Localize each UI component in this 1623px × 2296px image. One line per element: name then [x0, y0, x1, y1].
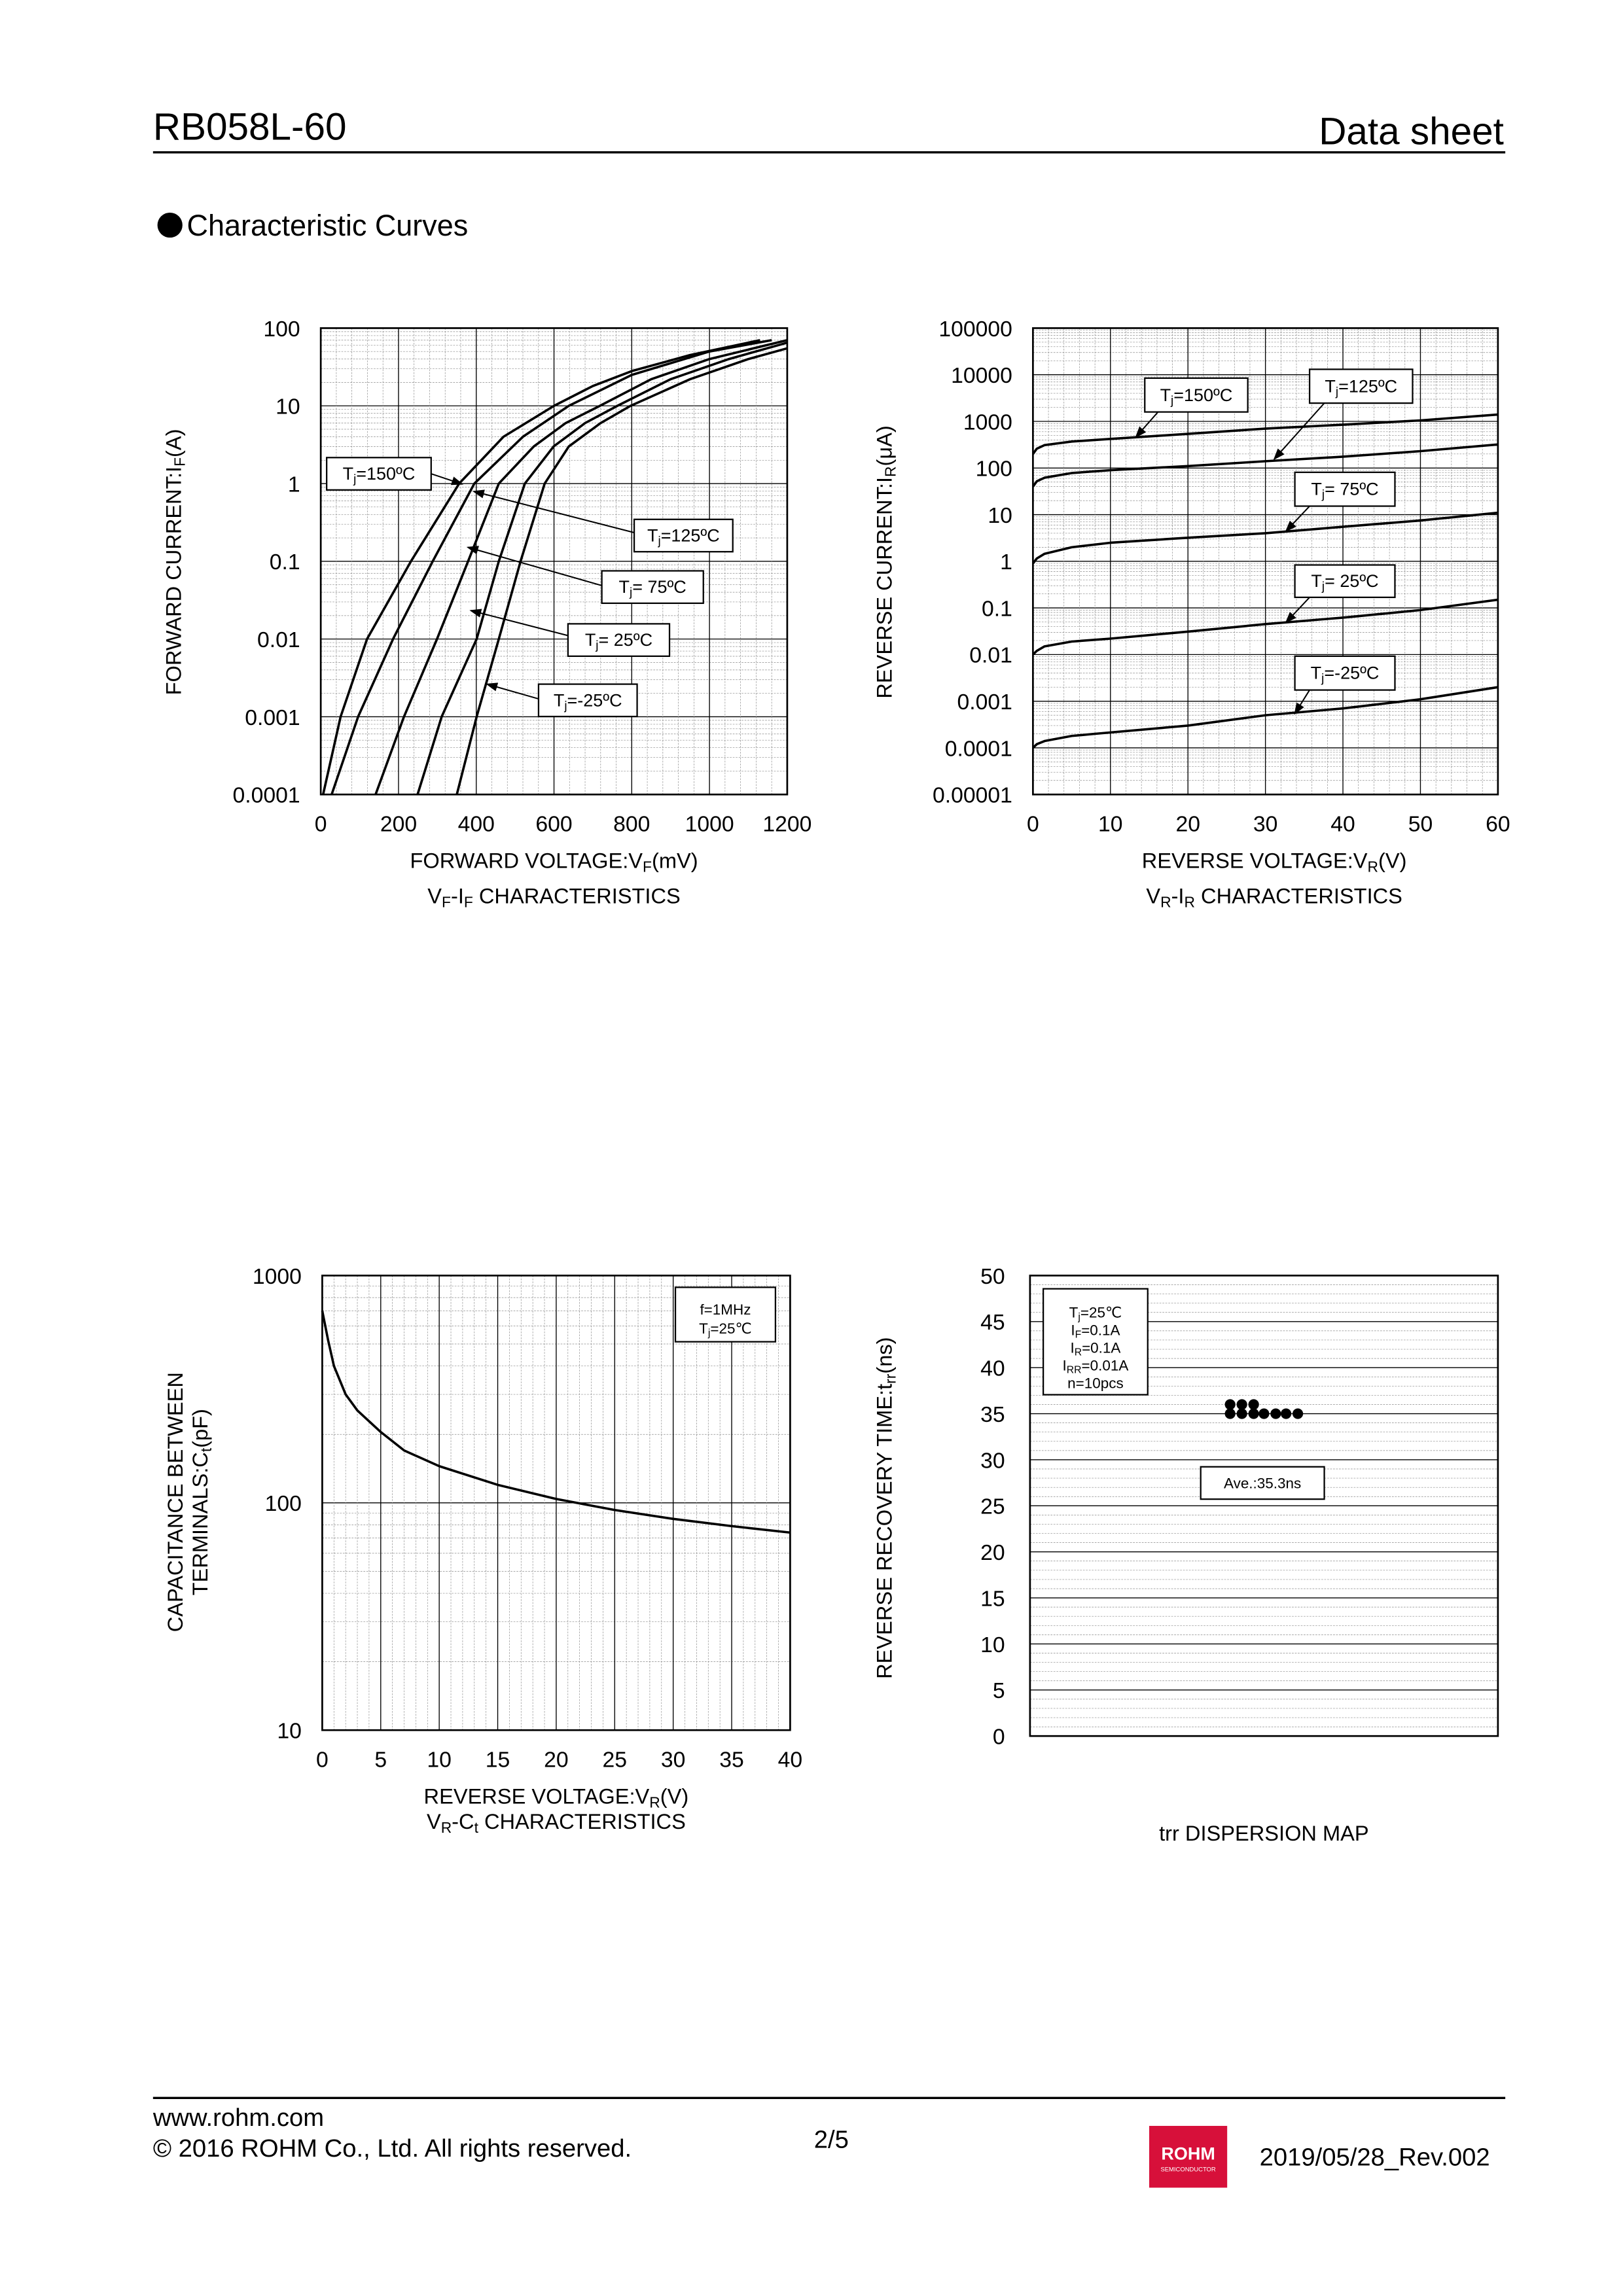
text-segment: =150ºC [356, 464, 416, 484]
text-segment: CHARACTERISTICS [1194, 883, 1402, 908]
y-tick-label: 0.001 [957, 690, 1012, 715]
y-axis-label [872, 1337, 899, 1679]
x-tick-label: 30 [1253, 811, 1278, 837]
subscript: RR [1066, 1364, 1082, 1376]
subscript: rr [882, 1373, 899, 1384]
data-point [1237, 1408, 1247, 1419]
subscript: t [474, 1818, 478, 1836]
text-segment: -C [452, 1809, 474, 1833]
text-segment: =0.1A [1082, 1339, 1121, 1356]
subscript: j [353, 472, 357, 486]
text-segment: (mV) [651, 848, 698, 873]
y-tick-label: 45 [980, 1310, 1005, 1335]
y-tick-label: 35 [980, 1402, 1005, 1427]
text-segment: (ns) [872, 1337, 897, 1374]
text-segment: =0.01A [1081, 1357, 1129, 1374]
x-tick-label: 5 [374, 1747, 387, 1773]
part-number: RB058L-60 [152, 105, 347, 149]
x-tick-label: 20 [1175, 811, 1200, 837]
data-point [1249, 1408, 1259, 1419]
x-tick-label: 30 [660, 1747, 686, 1773]
y-tick-label: 50 [980, 1263, 1005, 1289]
text-segment: V [1146, 883, 1161, 908]
x-tick-label: 400 [457, 811, 495, 837]
website-link[interactable]: www.rohm.com [152, 2104, 325, 2132]
text-segment: =150ºC [1173, 385, 1233, 405]
condition-text [1069, 1305, 1122, 1323]
text-segment: T [699, 1320, 708, 1337]
data-point [1270, 1408, 1281, 1419]
subscript: j [1171, 393, 1174, 408]
y-tick-label: 20 [980, 1540, 1005, 1566]
series-label [619, 577, 687, 599]
text-segment: T [618, 577, 630, 597]
x-tick-label: 40 [777, 1747, 803, 1773]
y-tick-label: 25 [980, 1494, 1005, 1519]
y-tick-label: 0.1 [269, 550, 300, 575]
text-segment: -I [1171, 883, 1185, 908]
y-tick-label: 40 [980, 1356, 1005, 1381]
text-segment: T [1311, 571, 1322, 592]
data-point [1237, 1399, 1247, 1409]
series-label [554, 690, 622, 713]
text-segment: CAPACITANCE BETWEEN [162, 1372, 187, 1633]
text-segment: =125ºC [660, 525, 720, 546]
doc-type: Data sheet [1319, 110, 1504, 153]
y-tick-label: 10 [980, 1632, 1005, 1657]
subscript: j [1335, 385, 1339, 399]
text-segment: FORWARD CURRENT:I [161, 466, 186, 696]
y-tick-label: 10000 [951, 363, 1012, 389]
y-tick-label: 100 [975, 456, 1012, 482]
text-segment: T [1069, 1304, 1079, 1321]
x-tick-label: 0 [1027, 811, 1039, 837]
x-tick-label: 50 [1408, 811, 1433, 837]
text-segment: f=1MHz [700, 1301, 751, 1318]
y-tick-label: 0.01 [257, 627, 300, 652]
subscript: j [1321, 487, 1325, 502]
y-tick-label: 15 [980, 1586, 1005, 1612]
revision: 2019/05/28_Rev.002 [1259, 2143, 1490, 2172]
x-axis-label [410, 849, 698, 875]
text-segment: FORWARD VOLTAGE:V [410, 848, 643, 873]
series-label [1311, 571, 1378, 593]
logo-text: ROHM [1161, 2144, 1215, 2164]
text-segment: =-25ºC [567, 690, 622, 711]
data-point [1258, 1408, 1269, 1419]
rohm-logo [1149, 2126, 1227, 2187]
text-segment: T [584, 630, 596, 650]
y-tick-label: 100 [264, 1491, 302, 1517]
data-point [1225, 1408, 1236, 1419]
text-segment: REVERSE RECOVERY TIME:t [872, 1383, 897, 1679]
text-segment: =0.1A [1081, 1322, 1120, 1339]
text-segment: T [1311, 479, 1322, 499]
subscript: j [1321, 671, 1325, 686]
text-segment: CHARACTERISTICS [473, 883, 681, 908]
y-tick-label: 1000 [252, 1263, 302, 1289]
subscript: R [649, 1793, 660, 1811]
x-tick-label: 10 [1098, 811, 1123, 837]
text-segment: (V) [660, 1784, 689, 1809]
copyright: © 2016 ROHM Co., Ltd. All rights reserved. [152, 2134, 632, 2163]
x-axis-label [424, 1784, 689, 1811]
y-tick-label: 0.00001 [933, 783, 1012, 808]
y-tick-label: 1 [1000, 550, 1012, 575]
text-segment: I [1070, 1339, 1075, 1356]
data-point [1249, 1399, 1259, 1409]
data-point [1225, 1399, 1236, 1409]
x-axis-label [1142, 849, 1407, 875]
subscript: j [596, 638, 599, 652]
text-segment: trr DISPERSION MAP [1159, 1820, 1369, 1845]
y-tick-label: 10 [276, 394, 300, 419]
y-tick-label: 5 [992, 1678, 1005, 1704]
text-segment: -I [450, 883, 464, 908]
text-segment: CHARACTERISTICS [478, 1809, 686, 1833]
y-axis-label [162, 429, 188, 696]
text-segment: T [1325, 376, 1336, 397]
bullet-icon [158, 213, 183, 238]
subscript: F [171, 457, 188, 467]
x-tick-label: 1200 [762, 811, 812, 837]
x-tick-label: 1000 [685, 811, 734, 837]
y-tick-label: 30 [980, 1448, 1005, 1474]
x-tick-label: 35 [719, 1747, 744, 1773]
subscript: R [1184, 893, 1195, 911]
y-tick-label: 0.1 [982, 596, 1012, 622]
y-tick-label: 1000 [963, 410, 1012, 435]
y-tick-label: 10 [277, 1718, 302, 1744]
text-segment: = 75ºC [1325, 479, 1379, 499]
text-segment: n=10pcs [1067, 1375, 1124, 1392]
y-axis-label [188, 1409, 215, 1595]
x-tick-label: 15 [485, 1747, 510, 1773]
chart-title [427, 1809, 686, 1836]
subscript: F [1075, 1329, 1082, 1341]
text-segment: (pF) [188, 1409, 213, 1448]
series-label [1311, 480, 1378, 502]
condition-text [699, 1320, 752, 1339]
condition-text [700, 1301, 751, 1318]
subscript: j [564, 699, 567, 713]
y-tick-label: 100000 [938, 316, 1012, 342]
y-tick-label: 0 [992, 1724, 1005, 1750]
x-tick-label: 200 [380, 811, 418, 837]
x-tick-label: 600 [535, 811, 573, 837]
x-tick-label: 20 [544, 1747, 569, 1773]
subscript: t [197, 1447, 215, 1453]
subscript: R [1367, 858, 1379, 875]
text-segment: (A) [161, 429, 186, 457]
x-tick-label: 25 [602, 1747, 628, 1773]
data-point [1281, 1408, 1291, 1419]
subscript: R [440, 1818, 452, 1836]
grid [322, 1275, 790, 1730]
y-tick-label: 10 [988, 503, 1012, 528]
text-segment: T [342, 464, 354, 484]
subscript: j [630, 585, 633, 599]
x-tick-label: 60 [1486, 811, 1510, 837]
subscript: R [1160, 893, 1171, 911]
text-segment: (μA) [872, 425, 897, 467]
y-axis-label [163, 1372, 187, 1632]
x-tick-label: 0 [314, 811, 327, 837]
subscript: F [643, 858, 652, 875]
text-segment: I [1071, 1322, 1075, 1339]
text-segment: =125ºC [1338, 376, 1398, 397]
subscript: j [707, 1328, 711, 1339]
section-title: Characteristic Curves [187, 208, 469, 242]
text-segment: T [1310, 663, 1322, 683]
x-tick-label: 800 [613, 811, 651, 837]
subscript: F [463, 893, 473, 911]
average-label: Ave.:35.3ns [1224, 1475, 1302, 1492]
text-segment: T [553, 690, 565, 711]
subscript: F [442, 893, 451, 911]
text-segment: =25℃ [1080, 1304, 1122, 1321]
text-segment: I [1062, 1357, 1067, 1374]
x-tick-label: 0 [316, 1747, 329, 1773]
text-segment: T [1160, 385, 1171, 405]
y-tick-label: 0.01 [969, 643, 1012, 668]
text-segment: REVERSE VOLTAGE:V [1141, 848, 1368, 873]
text-segment: (V) [1378, 848, 1407, 873]
text-segment: =-25ºC [1324, 663, 1380, 683]
x-tick-label: 40 [1330, 811, 1355, 837]
text-segment: = 25ºC [598, 630, 653, 650]
subscript: j [1078, 1311, 1080, 1323]
text-segment: REVERSE VOLTAGE:V [423, 1784, 650, 1809]
subscript: R [1074, 1347, 1082, 1358]
x-tick-label: 10 [427, 1747, 452, 1773]
series-label [1311, 663, 1380, 686]
subscript: j [658, 534, 661, 548]
text-segment: TERMINALS:C [188, 1452, 213, 1596]
y-tick-label: 100 [263, 316, 300, 342]
text-segment: =25℃ [710, 1320, 752, 1337]
page-number: 2/5 [813, 2125, 849, 2154]
text-segment: T [647, 525, 658, 546]
y-tick-label: 0.0001 [232, 783, 300, 808]
text-segment: V [427, 883, 442, 908]
y-tick-label: 0.0001 [944, 736, 1012, 762]
condition-text [1067, 1375, 1124, 1391]
text-segment: V [426, 1809, 441, 1833]
y-tick-label: 1 [287, 472, 300, 497]
subscript: j [1321, 579, 1325, 593]
chart-title [1159, 1821, 1369, 1845]
text-segment: REVERSE CURRENT:I [872, 476, 897, 699]
series-label [585, 630, 652, 652]
y-tick-label: 0.001 [245, 705, 300, 730]
data-point [1293, 1408, 1303, 1419]
text-segment: = 25ºC [1325, 571, 1379, 592]
text-segment: = 75ºC [632, 577, 687, 597]
logo-subtext: SEMICONDUCTOR [1160, 2166, 1216, 2174]
subscript: R [882, 466, 899, 477]
